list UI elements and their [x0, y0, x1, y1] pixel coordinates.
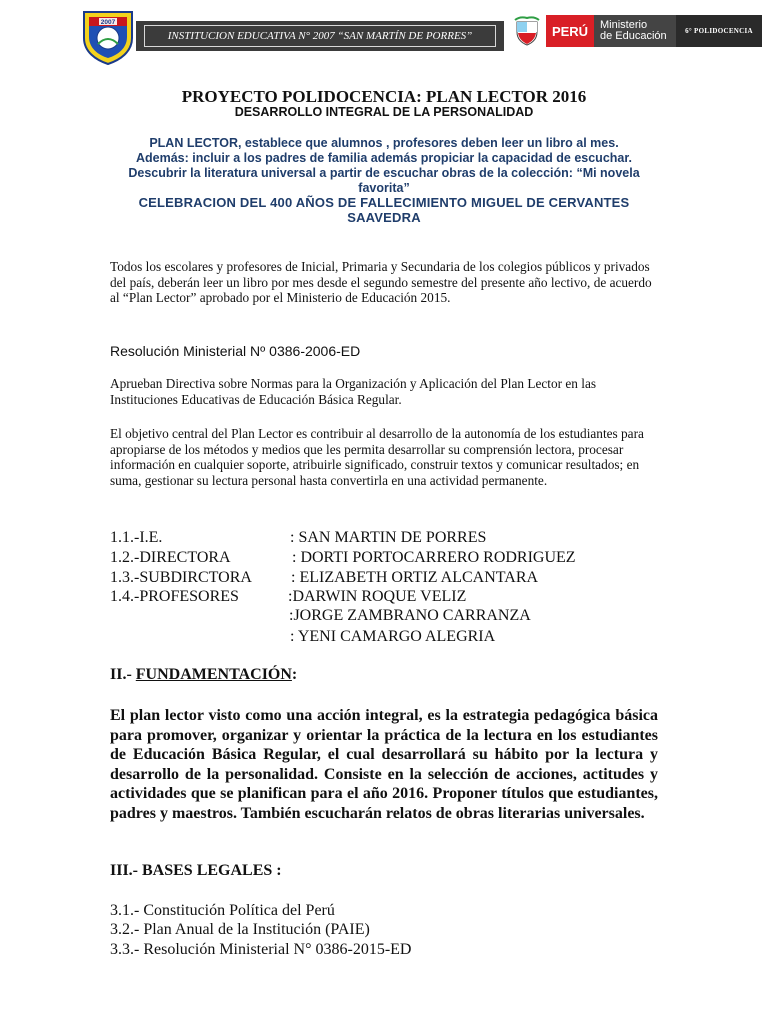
institution-name: INSTITUCION EDUCATIVA N° 2007 “SAN MARTÍN DE PORRES”	[144, 25, 496, 47]
crest-year: 2007	[100, 19, 116, 26]
info-value: :JORGE ZAMBRANO CARRANZA	[289, 607, 531, 624]
info-label: 1.1.-I.E.	[110, 529, 163, 546]
document-subtitle: DESARROLLO INTEGRAL DE LA PERSONALIDAD	[234, 105, 534, 119]
document-title: PROYECTO POLIDOCENCIA: PLAN LECTOR 2016	[181, 87, 587, 106]
paragraph-directive: Aprueban Directiva sobre Normas para la Organización y Aplicación del Plan Lector en las Instituciones Educativas de Educación Básica Regular.	[110, 376, 597, 407]
paragraph-fundamentacion: El plan lector visto como una acción integral, es la estrategia pedagógica básica para promover, organizar y orientar la práctica de la lectura en los estudiantes de Educación Básica Regular, el cual desarrollará su hábito por la lectura y desarrollo de la personalidad. Consiste en la selección de acciones, actitudes y actividades que se planifican para el año 2016. Proponer títulos que estudiantes, padres y maestros. También escucharán relatos de obras literarias universales.	[110, 707, 658, 822]
section-fundamentacion-heading	[110, 666, 297, 684]
legal-item-3: 3.3.- Resolución Ministerial N° 0386-2015-ED	[110, 941, 412, 958]
school-crest-logo	[80, 8, 136, 66]
paragraph-objective: El objetivo central del Plan Lector es contribuir al desarrollo de la autonomía de los estudiantes para apropiarse de los métodos y medios que les permita desarrollar su comprensión lectora, procesar información en cualquier soporte, atribuirle significado, construir textos y comunicar resultados; en suma, gestionar su lectura personal hasta convertirla en una actividad permanente.	[110, 426, 644, 489]
intro-line-2: Además: incluir a los padres de familia además propiciar la capacidad de escuchar.	[135, 151, 633, 165]
section-number: II.-	[110, 666, 136, 683]
section-title: FUNDAMENTACIÓN	[135, 666, 292, 683]
section-colon: :	[291, 666, 298, 683]
legal-item-1: 3.1.- Constitución Política del Perú	[110, 902, 335, 919]
info-value: : DORTI PORTOCARRERO RODRIGUEZ	[292, 549, 576, 566]
info-value: : SAN MARTIN DE PORRES	[290, 529, 487, 546]
info-value: : ELIZABETH ORTIZ ALCANTARA	[291, 569, 539, 586]
info-label: 1.4.-PROFESORES	[110, 588, 239, 605]
intro-line-1: PLAN LECTOR, establece que alumnos , profesores deben leer un libro al mes.	[149, 136, 619, 150]
info-value: :DARWIN ROQUE VELIZ	[288, 588, 467, 605]
intro-line-3: Descubrir la literatura universal a partir de escuchar obras de la colección: “Mi novela favorita”	[128, 166, 640, 195]
paragraph-plan-lector: Todos los escolares y profesores de Inicial, Primaria y Secundaria de los colegios públicos y privados del país, deberán leer un libro por mes desde el segundo semestre del presente año lectivo, de acuerdo al “Plan Lector” aprobado por el Ministerio de Educación 2015.	[110, 259, 652, 306]
ministry-line1: Ministerio	[600, 19, 648, 31]
section-bases-legales-heading: III.- BASES LEGALES :	[110, 862, 282, 879]
peru-label: PERÚ	[546, 15, 594, 47]
ministry-line2: de Educación	[600, 30, 667, 42]
institution-banner	[136, 21, 504, 51]
peru-coat-of-arms-icon	[514, 16, 540, 46]
intro-line-4: CELEBRACION DEL 400 AÑOS DE FALLECIMIENTO MIGUEL DE CERVANTES SAAVEDRA	[138, 195, 630, 225]
info-label: 1.3.-SUBDIRCTORA	[110, 569, 252, 586]
polidocencia-badge: 6° POLIDOCENCIA	[676, 15, 762, 47]
info-label: 1.2.-DIRECTORA	[110, 549, 231, 566]
legal-item-2: 3.2.- Plan Anual de la Institución (PAIE)	[110, 921, 370, 938]
resolution-reference: Resolución Ministerial Nº 0386-2006-ED	[110, 343, 361, 359]
ministry-label	[594, 15, 676, 47]
info-value: : YENI CAMARGO ALEGRIA	[290, 628, 496, 645]
ministry-logo	[546, 15, 676, 47]
